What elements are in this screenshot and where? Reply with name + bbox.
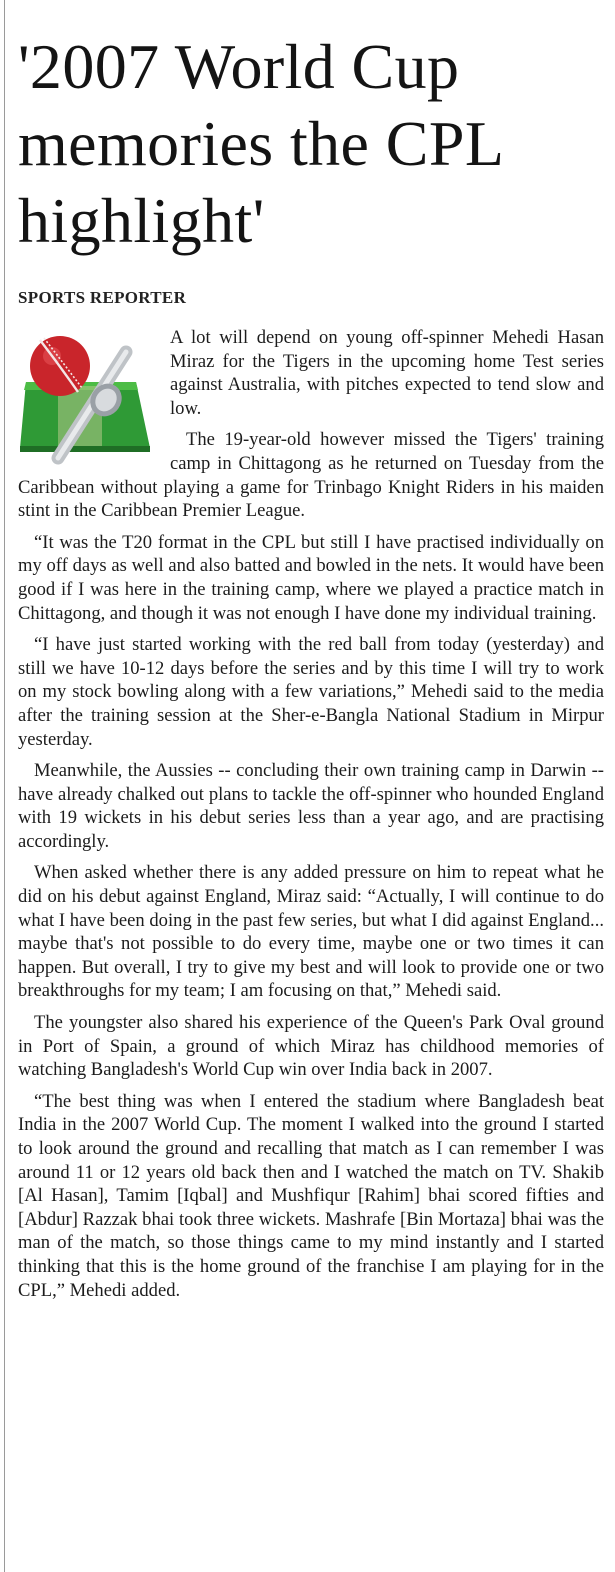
column-rule	[4, 0, 5, 1572]
byline: SPORTS REPORTER	[18, 288, 187, 307]
paragraph: “I have just started working with the red ball from today (yesterday) and still we have 10-12 days before the series and by this time I will try to work on my stock bowling along with a few variations,” Mehedi said to the media after the training session at the Sher-e-Bangla National Stadium in Mirpur yesterday.	[18, 634, 604, 750]
paragraph: “It was the T20 format in the CPL but still I have practised individually on my off days as well and also batted and bowled in the nets. It would have been good if I was here in the training camp, where we played a practice match in Chittagong, and though it was not enough I have done my individual training.	[18, 531, 604, 624]
article-body	[18, 326, 604, 1310]
paragraph: A lot will depend on young off-spinner Mehedi Hasan Miraz for the Tigers in the upcoming home Test series against Australia, with pitches expected to tend slow and low.	[170, 327, 604, 419]
headline: '2007 World Cup memories the CPL highlight'	[18, 31, 502, 256]
paragraph: “The best thing was when I entered the stadium where Bangladesh beat India in the 2007 World Cup. The moment I walked into the ground I started to look around the ground and recalling that match as I can remember I was around 11 or 12 years old back then and I watched the match on TV. Shakib [Al Hasan], Tamim [Iqbal] and Mushfiqur [Rahim] bhai scored fifties and [Abdur] Razzak bhai took three wickets. Mashrafe [Bin Mortaza] bhai was the man of the match, so those things came to my mind instantly and I started thinking that this is the home ground of the franchise I am playing for in the CPL,” Mehedi added.	[18, 1090, 604, 1301]
paragraph: The youngster also shared his experience of the Queen's Park Oval ground in Port of Spain, a ground of which Miraz has childhood memories of watching Bangladesh's World Cup win over India back in 2007.	[18, 1012, 604, 1081]
paragraph: Meanwhile, the Aussies -- concluding their own training camp in Darwin -- have already chalked out plans to tackle the off-spinner who hounded England with 19 wickets in his debut series less than a year ago, and are practising accordingly.	[18, 760, 604, 852]
paragraph: When asked whether there is any added pressure on him to repeat what he did on his debut against England, Miraz said: “Actually, I will continue to do what I have been doing in the past few series, but what I did against England... maybe that's not possible to do every time, maybe one or two times it can happen. But overall, I try to give my best and will look to provide one or two breakthroughs for my team; I am focusing on that,” Mehedi said.	[18, 862, 604, 1002]
cricket-ball-microphone-icon	[18, 330, 158, 470]
paragraph: The 19-year-old however missed the Tigers' training camp in Chittagong as he returned on Tuesday from the Caribbean without playing a game for Trinbago Knight Riders in his maiden stint in the Caribbean Premier League.	[18, 429, 604, 522]
